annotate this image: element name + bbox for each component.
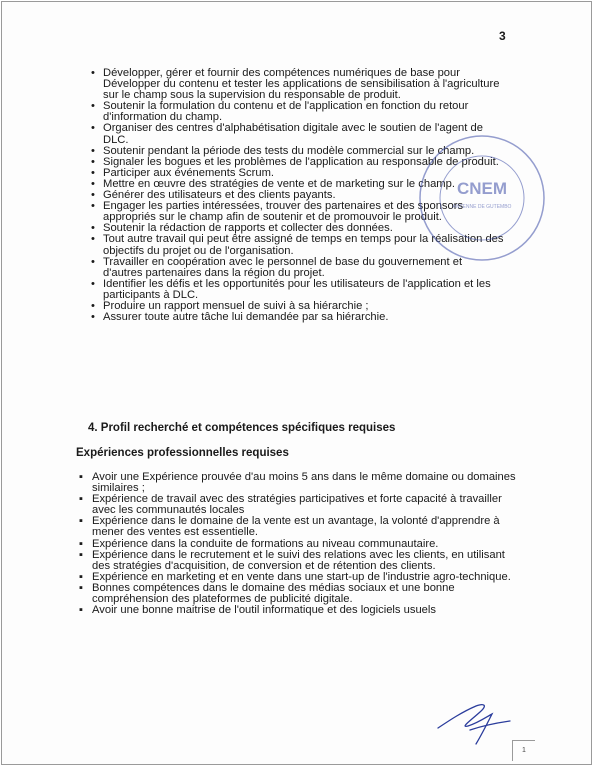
list-item-text: Tout autre travail qui peut être assigné de temps en temps pour la réalisation des objectifs du projet ou de l'organisation. bbox=[103, 233, 504, 257]
bullet-icon: • bbox=[91, 166, 95, 179]
signature bbox=[430, 690, 520, 750]
bullet-icon: • bbox=[91, 67, 95, 79]
bullet-icon: • bbox=[91, 100, 95, 113]
list-item bbox=[88, 68, 504, 101]
list-item-text: Avoir une Expérience prouvée d'au moins 5 ans dans le même domaine ou domaines similaires ; bbox=[92, 471, 516, 495]
bullet-icon: • bbox=[91, 189, 95, 202]
square-bullet-icon: ▪ bbox=[79, 581, 83, 594]
list-item-text: Mettre en œuvre des stratégies de vente et de marketing sur le champ. bbox=[103, 177, 455, 190]
list-item-text: Générer des utilisateurs et des clients payants. bbox=[103, 189, 336, 202]
list-item bbox=[76, 583, 516, 605]
bullet-icon: • bbox=[91, 299, 95, 312]
list-item-text: Avoir une bonne maitrise de l'outil informatique et des logiciels usuels bbox=[92, 604, 436, 617]
square-bullet-icon: ▪ bbox=[79, 493, 83, 506]
list-item-text: Expérience dans le recrutement et le suivi des relations avec les clients, en utilisant des stratégies d'acquisition, de conversion et de rétention des clients. bbox=[92, 548, 505, 572]
list-item bbox=[76, 550, 516, 572]
list-item bbox=[76, 494, 516, 516]
square-bullet-icon: ▪ bbox=[79, 570, 83, 583]
list-item-text: Développer, gérer et fournir des compétences numériques de base pour Développer du contenu et tester les applications de sensibilisation à l'agriculture sur le champ sous la supervision du responsable de produit. bbox=[103, 67, 500, 102]
bullet-icon: • bbox=[91, 233, 95, 246]
list-item-text: Identifier les défis et les opportunités pour les utilisateurs de l'application et les participants à DLC. bbox=[103, 277, 491, 301]
square-bullet-icon: ▪ bbox=[79, 604, 83, 617]
stamp-text: CNEM bbox=[456, 179, 508, 198]
list-item-text: Expérience dans la conduite de formations au niveau communautaire. bbox=[92, 537, 439, 550]
list-item-text: Produire un rapport mensuel de suivi à sa hiérarchie ; bbox=[103, 299, 369, 312]
square-bullet-icon: ▪ bbox=[79, 515, 83, 528]
list-item-text: Bonnes compétences dans le domaine des médias sociaux et une bonne compréhension des plateformes de publicité digitale. bbox=[92, 581, 455, 606]
section-heading: 4. Profil recherché et compétences spécifiques requises bbox=[88, 422, 396, 434]
bullet-icon: • bbox=[91, 311, 95, 324]
list-item-text: Signaler les bogues et les problèmes de l'application au responsable de produit. bbox=[103, 155, 499, 168]
list-item bbox=[88, 101, 504, 123]
list-item bbox=[76, 472, 516, 494]
bullet-icon: • bbox=[91, 177, 95, 190]
list-item-text: Expérience de travail avec des stratégies participatives et forte capacité à travailler avec les communautés locales bbox=[92, 493, 502, 517]
list-item bbox=[76, 516, 516, 538]
list-item-text: Expérience dans le domaine de la vente est un avantage, la volonté d'apprendre à mener des ventes est essentielle. bbox=[92, 515, 500, 539]
list-item bbox=[76, 605, 516, 616]
list-item-text: Travailler en coopération avec le personnel de base du gouvernement et d'autres partenaires dans la région du projet. bbox=[103, 255, 463, 279]
official-stamp bbox=[412, 128, 552, 268]
bullet-icon: • bbox=[91, 255, 95, 268]
list-item-text: Organiser des centres d'alphabétisation digitale avec le soutien de l'agent de DLC. bbox=[103, 122, 483, 146]
list-item-text: Engager les parties intéressées, trouver des partenaires et des sponsors appropriés sur le champ afin de soutenir et de promouvoir le produit. bbox=[103, 200, 464, 224]
bullet-icon: • bbox=[91, 222, 95, 235]
bullet-icon: • bbox=[91, 155, 95, 168]
bullet-icon: • bbox=[91, 277, 95, 290]
footer-mark: 1 bbox=[512, 740, 535, 761]
experience-heading: Expériences professionnelles requises bbox=[76, 447, 289, 459]
list-item bbox=[88, 312, 504, 323]
list-item-text: Soutenir pendant la période des tests du modèle commercial sur le champ. bbox=[103, 144, 475, 157]
square-bullet-icon: ▪ bbox=[79, 471, 83, 483]
bullet-icon: • bbox=[91, 122, 95, 135]
list-item bbox=[88, 279, 504, 301]
stamp-ring-text: ANTENNE DE GUTEMBO bbox=[452, 204, 512, 210]
square-bullet-icon: ▪ bbox=[79, 548, 83, 561]
experience-list bbox=[76, 472, 516, 616]
list-item-text: Soutenir la rédaction de rapports et collecter des données. bbox=[103, 222, 393, 235]
list-item-text: Soutenir la formulation du contenu et de l'application en fonction du retour d'information du champ. bbox=[103, 100, 469, 124]
bullet-icon: • bbox=[91, 144, 95, 157]
list-item-text: Participer aux événements Scrum. bbox=[103, 166, 274, 179]
list-item-text: Assurer toute autre tâche lui demandée par sa hiérarchie. bbox=[103, 311, 389, 324]
list-item-text: Expérience en marketing et en vente dans une start-up de l'industrie agro-technique. bbox=[92, 570, 511, 583]
bullet-icon: • bbox=[91, 200, 95, 213]
page-number: 3 bbox=[499, 29, 506, 43]
square-bullet-icon: ▪ bbox=[79, 537, 83, 550]
